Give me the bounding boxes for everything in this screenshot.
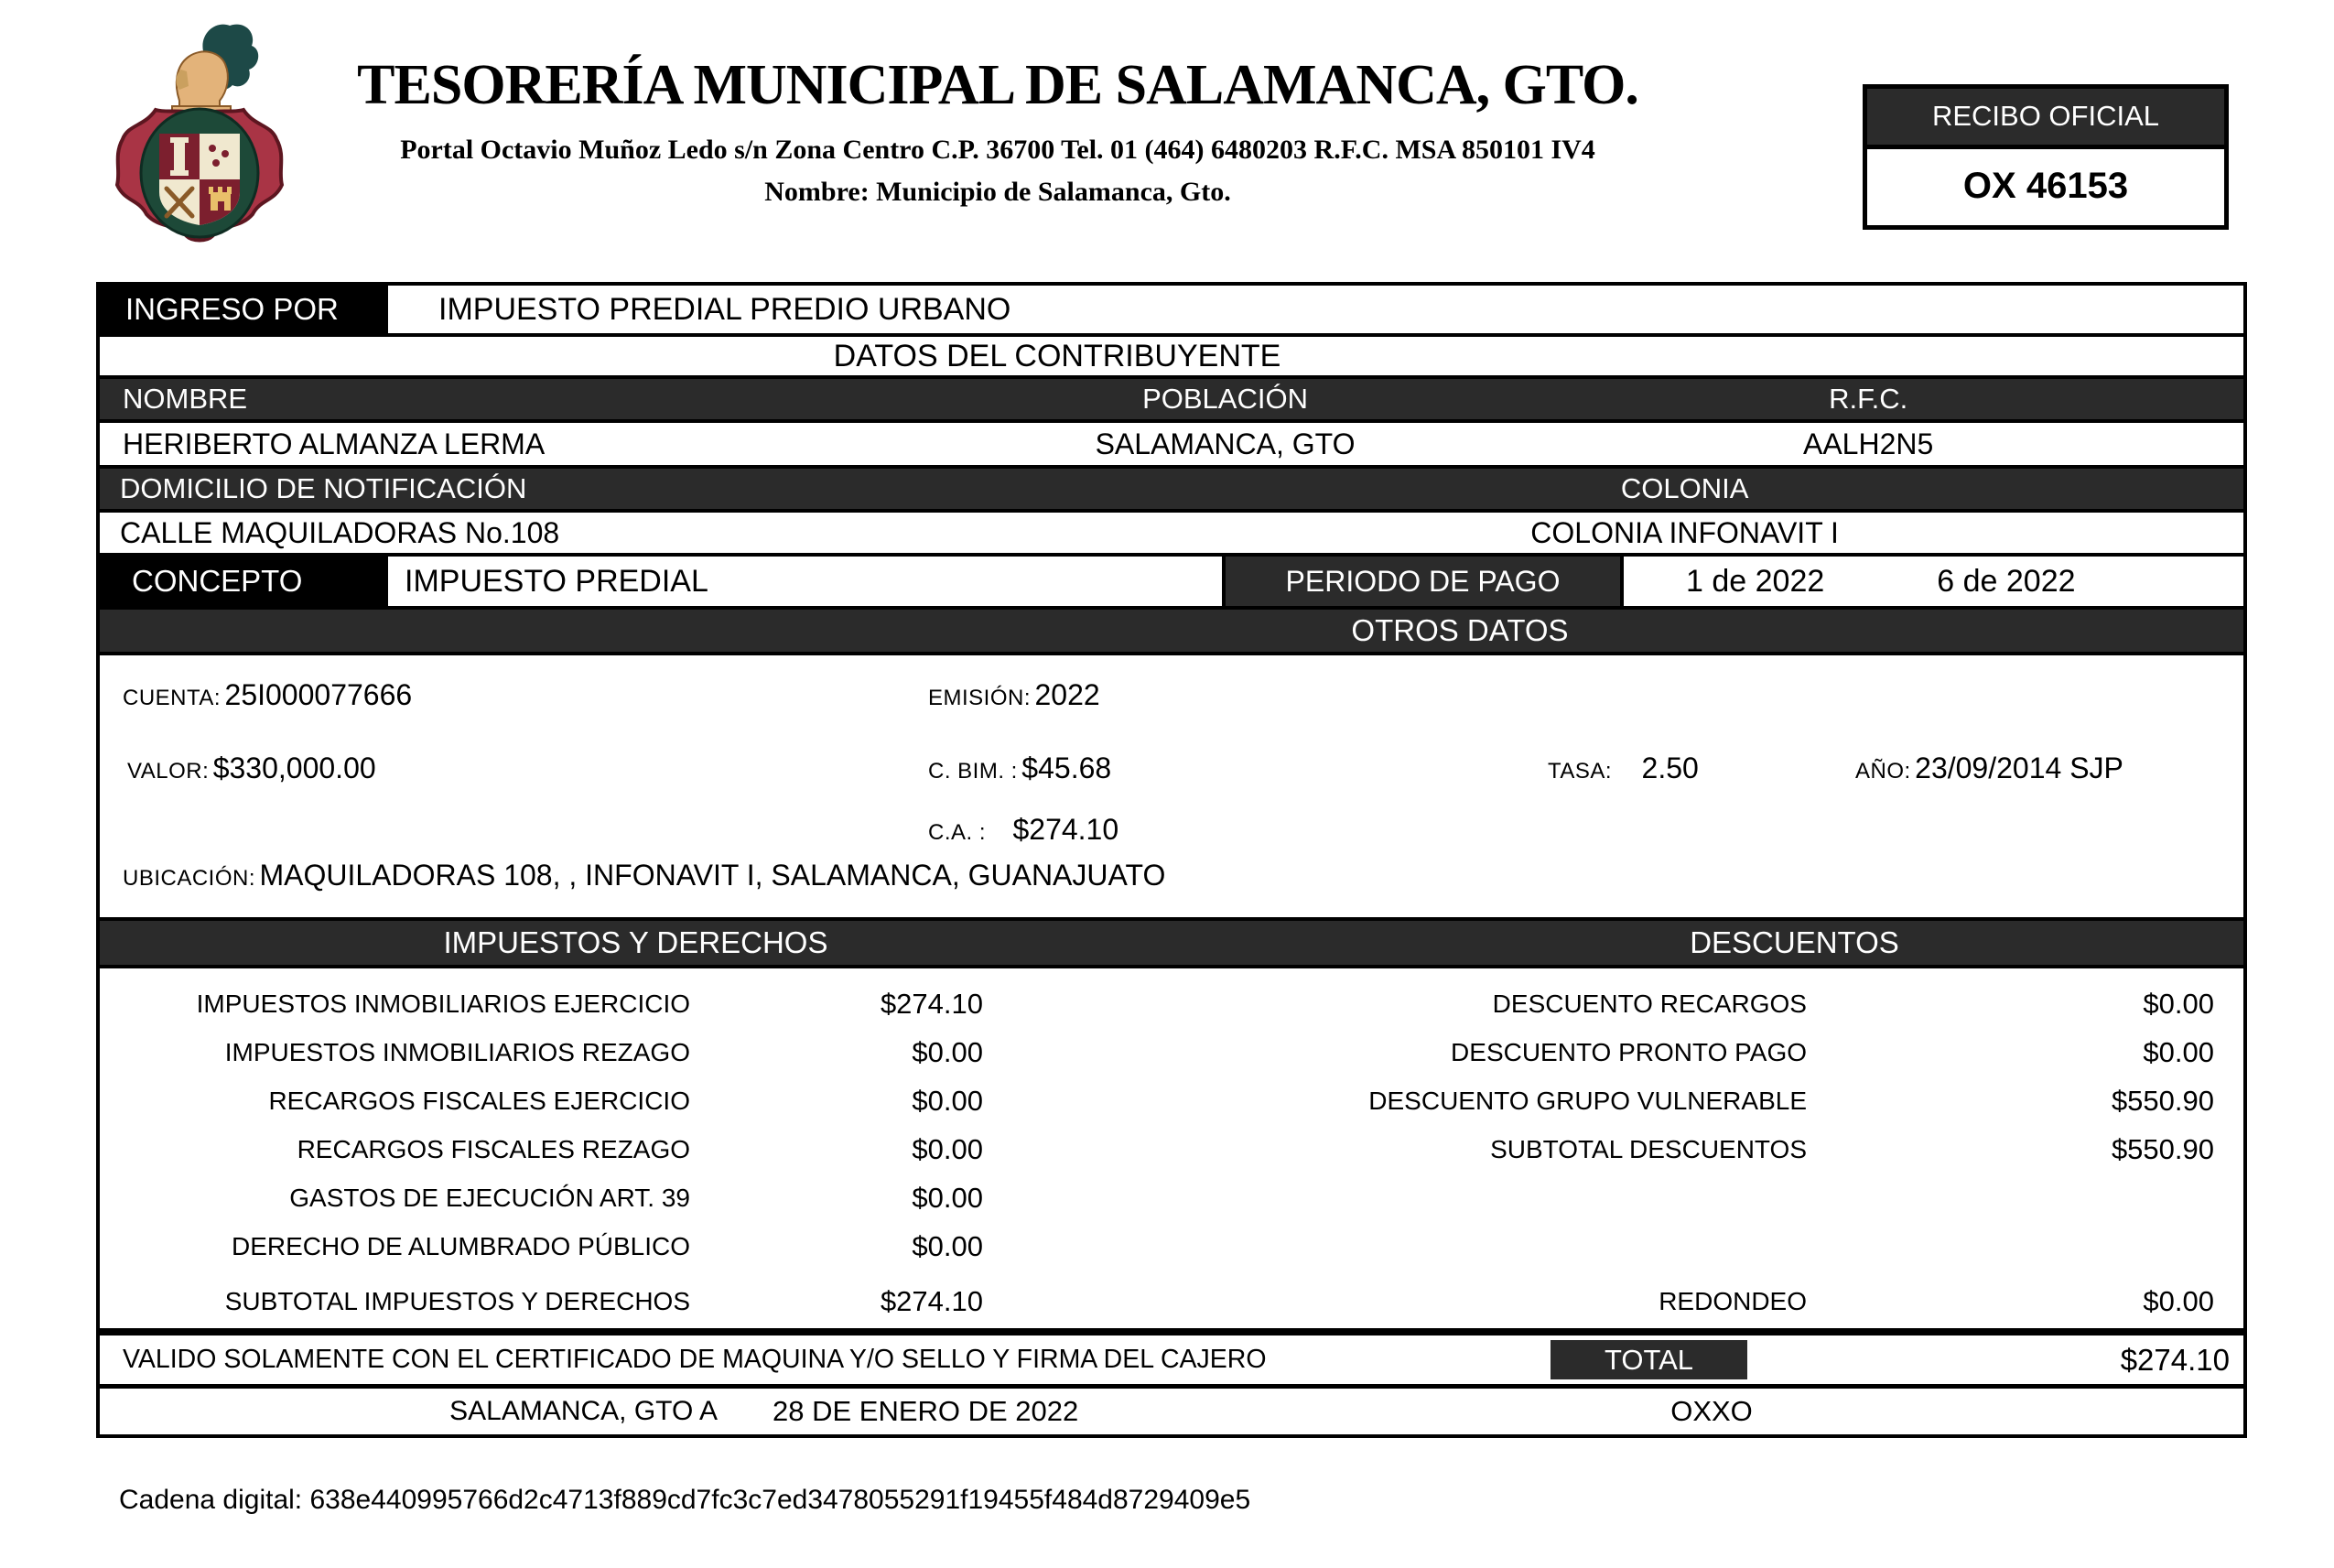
cuenta-label: CUENTA: [123,686,222,710]
periodo-pago-values [1624,557,2243,606]
cuenta-value: 25I000077666 [224,678,413,711]
receipt-box-label: RECIBO OFICIAL [1867,89,2224,149]
impuestos-descuentos-bar [100,921,2243,968]
charge-row-value: $0.00 [912,1132,983,1165]
emision-value: 2022 [1034,678,1100,711]
nombre-label: NOMBRE [123,383,248,415]
valor-field [127,752,376,785]
domicilio-value: CALLE MAQUILADORAS No.108 [120,515,560,549]
municipal-crest-logo [108,13,296,246]
tasa-field [1548,752,1699,785]
anio-field [1855,752,2123,785]
header-address: Portal Octavio Muñoz Ledo s/n Zona Centro C.P. 36700 Tel. 01 (464) 6480203 R.F.C. MSA 850101 IV4 [400,135,1595,165]
ubicacion-value: MAQUILADORAS 108, , INFONAVIT I, SALAMANCA, GUANAJUATO [259,859,1166,892]
total-value: $274.10 [2120,1342,2230,1377]
redondeo-value: $0.00 [2143,1284,2214,1317]
page-title: TESORERÍA MUNICIPAL DE SALAMANCA, GTO. [357,54,1638,116]
charge-row-label: RECARGOS FISCALES EJERCICIO [268,1086,690,1115]
concepto-row [100,557,2243,610]
receipt-table [96,282,2247,1438]
official-receipt-box [1863,84,2229,230]
ingreso-value: IMPUESTO PREDIAL PREDIO URBANO [438,291,1011,327]
rfc-value: AALH2N5 [1802,427,1934,460]
valor-label: VALOR: [127,759,210,784]
ca-field [928,813,1118,847]
cajero-text: OXXO [1670,1395,1753,1427]
ubicacion-label: UBICACIÓN: [123,866,256,891]
discount-row-label: DESCUENTO RECARGOS [1492,989,1807,1018]
nombre-value: HERIBERTO ALMANZA LERMA [123,427,546,460]
digital-chain: Cadena digital: 638e440995766d2c4713f889cd7fc3c7ed3478055291f19455f484d8729409e5 [119,1485,1251,1515]
discount-row-label: DESCUENTO GRUPO VULNERABLE [1368,1086,1807,1115]
charges-subtotal-value: $274.10 [880,1284,983,1317]
ingreso-row [100,286,2243,337]
charge-row-label: IMPUESTOS INMOBILIARIOS REZAGO [224,1037,690,1066]
cuenta-field [123,678,412,712]
total-row [100,1336,2243,1389]
ubicacion-field [123,859,1165,892]
charge-row-value: $0.00 [912,1181,983,1214]
poblacion-value: SALAMANCA, GTO [1095,427,1356,460]
colonia-label: COLONIA [1620,472,1749,504]
discount-row-value: $550.90 [2111,1132,2214,1165]
anio-value: 23/09/2014 SJP [1915,752,2123,784]
contribuyente-values-row [100,423,2243,469]
domicilio-label: DOMICILIO DE NOTIFICACIÓN [120,472,527,504]
ca-label: C.A. : [928,820,987,845]
lugar-text: SALAMANCA, GTO A [449,1396,718,1426]
rfc-label: R.F.C. [1829,383,1908,415]
discount-row-value: $550.90 [2111,1084,2214,1117]
charge-row-value: $274.10 [880,987,983,1020]
charge-row-value: $0.00 [912,1084,983,1117]
discount-row-value: $0.00 [2143,987,2214,1020]
concepto-label: CONCEPTO [100,557,388,606]
descuentos-title: DESCUENTOS [1172,921,2243,965]
section-title-row [100,337,2243,379]
fecha-text: 28 DE ENERO DE 2022 [773,1395,1079,1427]
anio-label: AÑO: [1855,759,1911,784]
otros-datos-content [100,655,2243,921]
header-name-line: Nombre: Municipio de Salamanca, Gto. [764,177,1231,207]
crest-quarters [159,134,240,225]
periodo-pago-label: PERIODO DE PAGO [1226,557,1624,606]
periodo-hasta: 6 de 2022 [1937,563,2076,599]
discount-row-value: $0.00 [2143,1035,2214,1068]
charge-row-label: DERECHO DE ALUMBRADO PÚBLICO [232,1231,690,1260]
cbim-value: $45.68 [1021,752,1112,784]
discount-row-label: SUBTOTAL DESCUENTOS [1490,1134,1807,1163]
domicilio-header-row [100,469,2243,513]
tasa-value: 2.50 [1641,752,1699,784]
date-row [100,1389,2243,1434]
valido-note: VALIDO SOLAMENTE CON EL CERTIFICADO DE MAQUINA Y/O SELLO Y FIRMA DEL CAJERO [123,1345,1267,1374]
total-label: TOTAL [1551,1340,1747,1379]
receipt-number: OX 46153 [1962,166,2129,206]
ca-value: $274.10 [1012,813,1119,846]
contribuyente-header-row [100,379,2243,423]
charge-row-label: GASTOS DE EJECUCIÓN ART. 39 [289,1183,690,1212]
concepto-value: IMPUESTO PREDIAL [388,557,1226,606]
emision-label: EMISIÓN: [928,686,1032,710]
otros-datos-bar [100,610,2243,655]
poblacion-label: POBLACIÓN [1142,383,1308,415]
discount-row-label: DESCUENTO PRONTO PAGO [1451,1037,1807,1066]
impuestos-title: IMPUESTOS Y DERECHOS [100,921,1172,965]
ingreso-label: INGRESO POR [100,286,388,333]
domicilio-values-row [100,513,2243,557]
tasa-label: TASA: [1548,759,1613,784]
charge-row-label: RECARGOS FISCALES REZAGO [297,1134,690,1163]
contribuyente-section-title: DATOS DEL CONTRIBUYENTE [833,338,1281,373]
charge-row-value: $0.00 [912,1035,983,1068]
charge-row-label: IMPUESTOS INMOBILIARIOS EJERCICIO [196,989,690,1018]
charges-discounts-grid [100,968,2243,1336]
otros-datos-title: OTROS DATOS [100,610,2243,652]
header-block [275,53,1721,208]
charge-row-value: $0.00 [912,1229,983,1262]
valor-value: $330,000.00 [212,752,376,784]
periodo-desde: 1 de 2022 [1686,563,1825,599]
emision-field [928,678,1100,712]
colonia-value: COLONIA INFONAVIT I [1530,515,1839,549]
cbim-label: C. BIM. : [928,759,1018,784]
redondeo-label: REDONDEO [1659,1286,1807,1315]
charges-subtotal-label: SUBTOTAL IMPUESTOS Y DERECHOS [224,1286,690,1315]
cbim-field [928,752,1111,785]
